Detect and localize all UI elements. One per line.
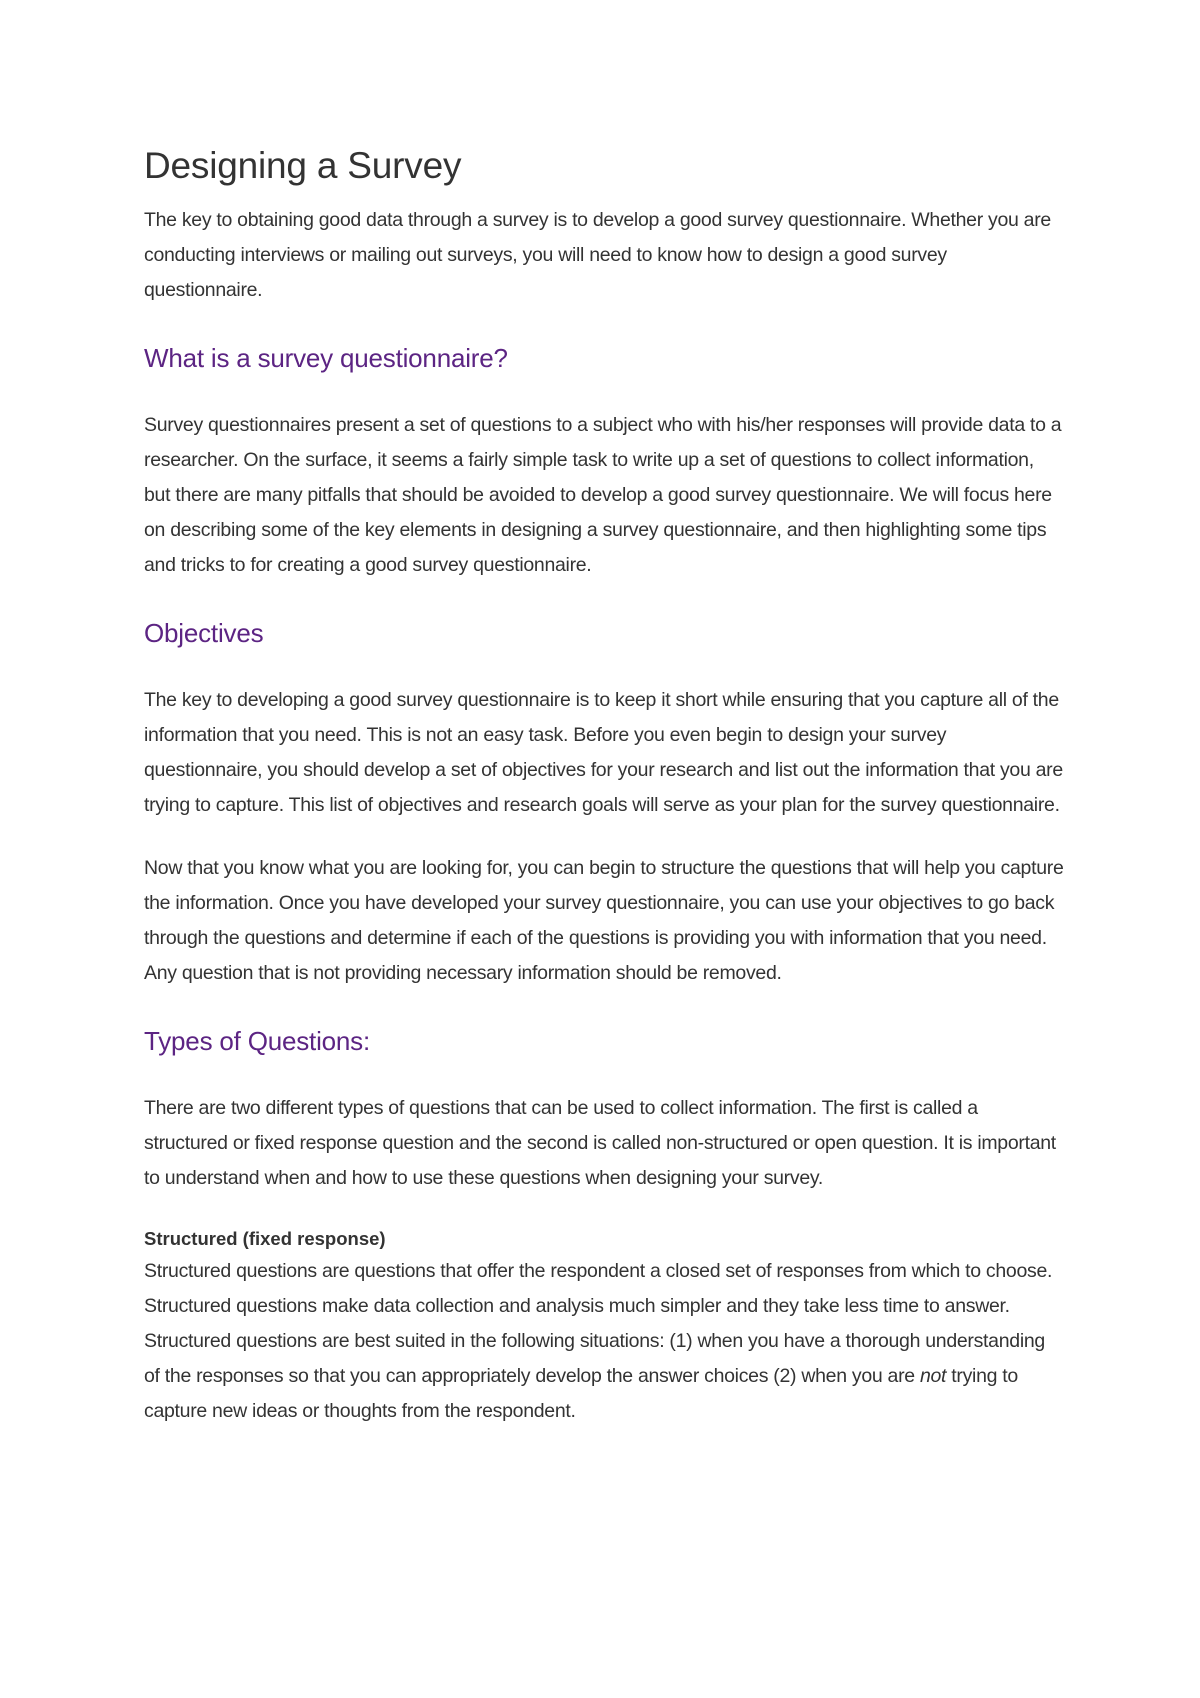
types-paragraph: There are two different types of questions that can be used to collect information. The first is called a structured or fixed response question and the second is called non-structured or open question. It is important to understand when and how to use these questions when designing your survey.: [144, 1097, 1056, 1189]
structured-text-after: trying to capture new ideas or thoughts from the respondent.: [144, 1365, 1018, 1422]
page-title: Designing a Survey: [144, 145, 462, 186]
document-page: [144, 140, 1064, 1429]
objectives-paragraph-1: The key to developing a good survey questionnaire is to keep it short while ensuring that you capture all of the information that you need. This is not an easy task. Before you even begin to design your survey questionnaire, you should develop a set of objectives for your research and list out the information that you are trying to capture. This list of objectives and research goals will serve as your plan for the survey questionnaire.: [144, 689, 1063, 816]
section-heading-what: What is a survey questionnaire?: [144, 343, 508, 373]
section-heading-types: Types of Questions:: [144, 1026, 370, 1056]
structured-emphasis: not: [919, 1365, 947, 1387]
structured-block: [144, 1224, 1064, 1429]
structured-paragraph: [144, 1254, 1064, 1429]
what-paragraph: Survey questionnaires present a set of questions to a subject who with his/her responses will provide data to a researcher. On the surface, it seems a fairly simple task to write up a set of questions to collect information, but there are many pitfalls that should be avoided to develop a good survey questionnaire. We will focus here on describing some of the key elements in designing a survey questionnaire, and then highlighting some tips and tricks to for creating a good survey questionnaire.: [144, 414, 1062, 576]
intro-paragraph: The key to obtaining good data through a survey is to develop a good survey questionnaire. Whether you are conducting interviews or mailing out surveys, you will need to know how to design a good survey questionnaire.: [144, 209, 1051, 301]
section-heading-objectives: Objectives: [144, 618, 264, 648]
structured-text-before: Structured questions are questions that offer the respondent a closed set of responses from which to choose. Structured questions make data collection and analysis much simpler and they take less time to answer. Structured questions are best suited in the following situations: (1) when you have a thorough understanding of the responses so that you can appropriately develop the answer choices (2) when you are: [144, 1260, 1053, 1387]
structured-subheading: Structured (fixed response): [144, 1228, 386, 1249]
objectives-paragraph-2: Now that you know what you are looking for, you can begin to structure the questions that will help you capture the information. Once you have developed your survey questionnaire, you can use your objectives to go back through the questions and determine if each of the questions is providing you with information that you need. Any question that is not providing necessary information should be removed.: [144, 857, 1064, 984]
